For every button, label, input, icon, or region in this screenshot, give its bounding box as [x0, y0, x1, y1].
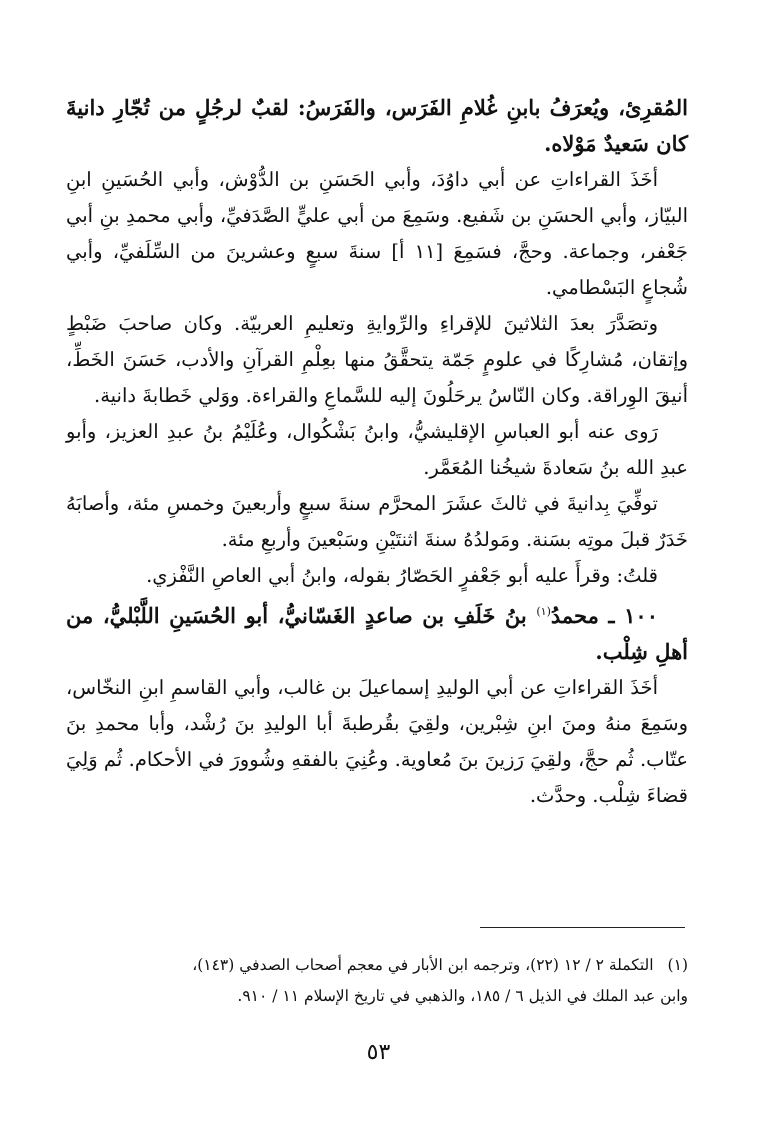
footnote-line-1 [66, 950, 688, 981]
footnote-divider [480, 927, 685, 928]
footnote [66, 950, 688, 1012]
footnote-line-1-text: التكملة ٢ / ١٢ (٢٢)، وترجمه ابن الأبار في معجم أصحاب الصدفي (١٤٣)، [192, 956, 654, 974]
entry-100-paragraph-1: أخَذَ القراءاتِ عن أبي الوليدِ إسماعيلَ بن غالب، وأبي القاسمِ ابنِ النخّاس، وسَمِعَ منهُ ومنَ ابنِ شِبْرين، ولقِيَ بقُرطبةَ أبا الوليدِ بنَ رُشْد، وأبا محمدِ بنَ عتّاب. ثُم حجَّ، ولقِيَ رَزينَ بنَ مُعاوية. وعُنِيَ بالفقهِ وشُوورَ في الأحكام. ثُم وَلِيَ قضاءَ شِلْب. وحدَّث. [66, 676, 688, 807]
footnote-reference[interactable]: (١) [536, 605, 551, 618]
entry-99-heading-continuation: المُقرِئ، ويُعرَفُ بابنِ غُلامِ الفَرَس، والفَرَسُ: لقبٌ لرجُلٍ من تُجّارِ دانيةَ كان سَعيدٌ مَوْلاه. [66, 95, 688, 156]
entry-100-lineage: بنُ خَلَفِ بن صاعدٍ الغَسّانيُّ، أبو الحُسَينِ اللَّبْليُّ، من أهلِ شِلْب. [66, 603, 688, 664]
entry-100-number-name: ١٠٠ ـ محمدُ [550, 603, 658, 628]
entry-99-paragraph-1: أخَذَ القراءاتِ عن أبي داوُدَ، وأبي الحَسَنِ بن الدُّوْش، وأبي الحُسَينِ ابنِ البيّاز، وأبي الحسَنِ بن شَفيع. وسَمِعَ من أبي عليٍّ الصَّدَفيِّ، وأبي محمدِ بنِ أبي جَعْفر، وجماعة. وحجَّ، فسَمِعَ [١١ أ] سنةَ سبعٍ وعشرينَ من السِّلَفيِّ، وأبي شُجاعٍ البَسْطامي. [66, 168, 688, 299]
main-text [66, 90, 688, 814]
footnote-mark: (١) [667, 956, 688, 974]
entry-99-paragraph-3: رَوى عنه أبو العباسِ الإقليشيُّ، وابنُ بَشْكُوال، وعُلَيْمُ بنُ عبدِ العزيز، وأبو عبدِ الله بنُ سَعادةَ شيخُنا المُعَمَّر. [66, 420, 688, 479]
entry-100-heading [66, 594, 688, 670]
entry-99-paragraph-2: وتصَدَّرَ بعدَ الثلاثينَ للإقراءِ والرِّوايةِ وتعليمِ العربيّة. وكان صاحبَ ضَبْطٍ وإتقان، مُشارِكًا في علومٍ جَمّة يتحقَّقُ منها بعِلْمِ القرآنِ والأدب، حَسَنَ الخَطِّ، أنيقَ الوِراقة. وكان النّاسُ يرحَلُونَ إليه للسَّماعِ والقراءة. ووَلي خَطابةَ دانية. [66, 312, 688, 407]
entry-99-paragraph-4: توفِّيَ بِدانيةَ في ثالثَ عشَرَ المحرَّم سنةَ سبعٍ وأربعينَ وخمسِ مئة، وأصابَهُ خَدَرٌ قبلَ موتِه بسَنة. ومَولدُهُ سنةَ اثنتَيْنِ وسَبْعينَ وأربعِ مئة. [66, 492, 688, 551]
footnote-line-2: وابن عبد الملك في الذيل ٦ / ١٨٥، والذهبي في تاريخ الإسلام ١١ / ٩١٠. [237, 987, 688, 1005]
page-number: ٥٣ [366, 1040, 391, 1065]
entry-99-paragraph-5: قلتُ: وقرأَ عليه أبو جَعْفرٍ الحَصّارُ بقوله، وابنُ أبي العاصِ النَّفْزي. [146, 564, 658, 587]
